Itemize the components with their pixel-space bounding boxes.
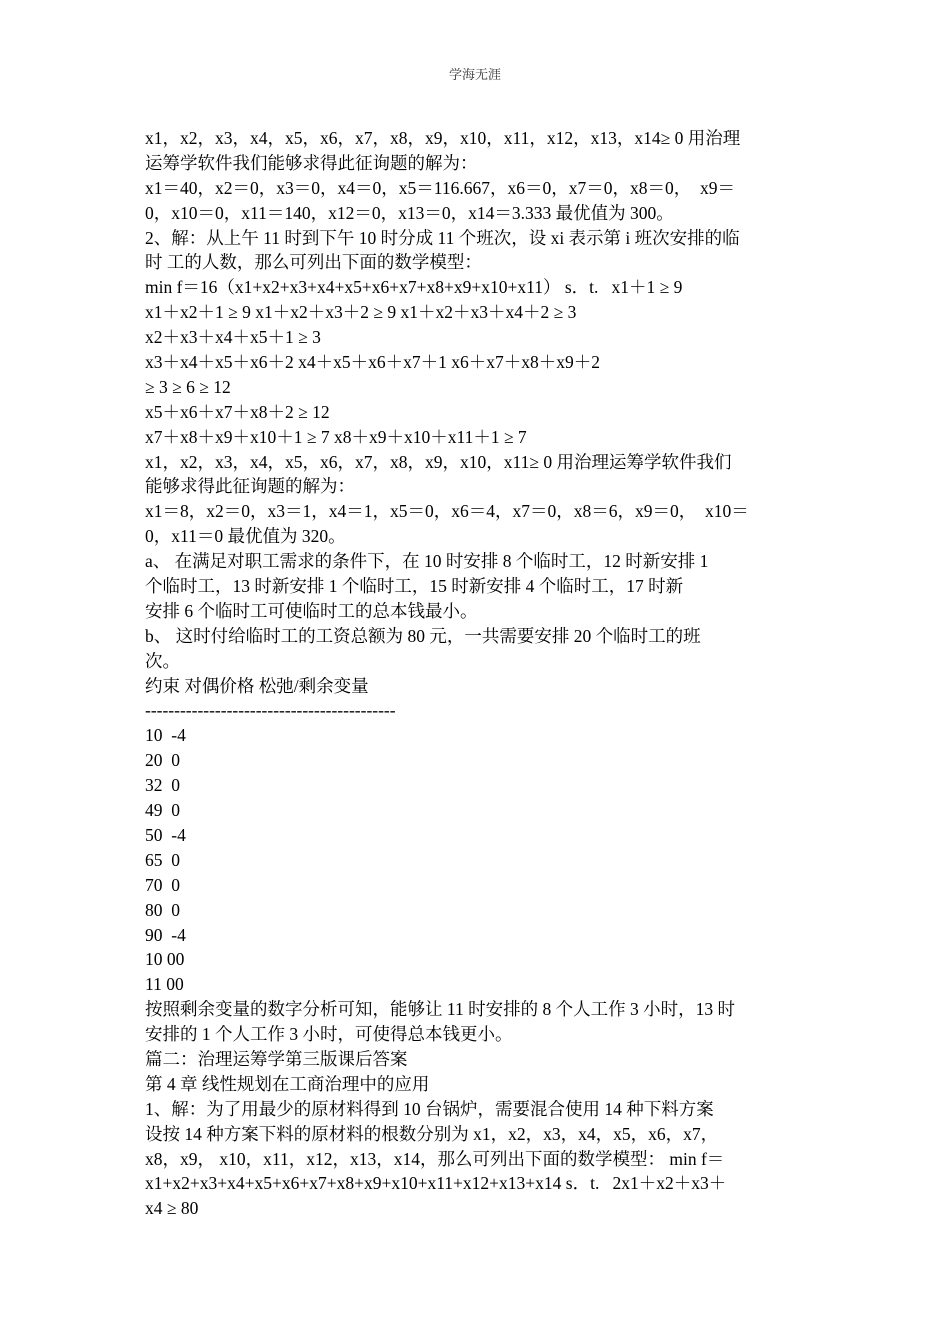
text-line: x1，x2，x3，x4，x5，x6，x7，x8，x9，x10，x11，x12，x13，x14≥ 0 用治理 xyxy=(145,128,741,148)
table-row: 20 0 xyxy=(145,750,180,771)
text-line: x2＋x3＋x4＋x5＋1 ≥ 3 xyxy=(145,327,321,348)
text-line: x1＋x2＋1 ≥ 9 x1＋x2＋x3＋2 ≥ 9 x1＋x2＋x3＋x4＋2 ≥ 3 xyxy=(145,302,577,323)
text-line: 0，x11＝0 最优值为 320。 xyxy=(145,526,346,547)
text-line: 设按 14 种方案下料的原材料的根数分别为 x1，x2，x3，x4，x5，x6，x7， xyxy=(145,1123,719,1144)
table-row: 90 -4 xyxy=(145,924,186,945)
table-row: 80 0 xyxy=(145,899,180,920)
text-line: x1+x2+x3+x4+x5+x6+x7+x8+x9+x10+x11+x12+x13+x14 s．t. 2x1＋x2＋x3＋ xyxy=(145,1173,727,1194)
text-line: x8，x9， x10，x11，x12，x13，x14，那么可列出下面的数学模型： min f＝ xyxy=(145,1148,725,1169)
text-line: x3＋x4＋x5＋x6＋2 x4＋x5＋x6＋x7＋1 x6＋x7＋x8＋x9＋2 xyxy=(145,352,600,373)
document-body xyxy=(145,126,805,1221)
text-line: 能够求得此征询题的解为： xyxy=(145,476,355,497)
text-line: x7＋x8＋x9＋x10＋1 ≥ 7 x8＋x9＋x10＋x11＋1 ≥ 7 xyxy=(145,426,527,447)
table-header: 约束 对偶价格 松弛/剩余变量 xyxy=(145,675,369,696)
table-row: 10 -4 xyxy=(145,725,186,746)
text-line: x1＝40，x2＝0，x3＝0，x4＝0，x5＝116.667，x6＝0，x7＝0，x8＝0， x9＝ xyxy=(145,177,735,198)
text-line: 按照剩余变量的数字分析可知，能够让 11 时安排的 8 个人工作 3 小时，13 时 xyxy=(145,999,735,1020)
text-line: a、 在满足对职工需求的条件下，在 10 时安排 8 个临时工，12 时新安排 1 xyxy=(145,551,709,572)
table-divider: ------------------------------------------- xyxy=(145,700,396,721)
text-line: min f＝16（x1+x2+x3+x4+x5+x6+x7+x8+x9+x10+x11） s．t. x1＋1 ≥ 9 xyxy=(145,277,683,298)
table-row: 32 0 xyxy=(145,775,180,796)
table-row: 11 00 xyxy=(145,974,184,995)
table-row: 70 0 xyxy=(145,874,180,895)
table-row: 49 0 xyxy=(145,800,180,821)
chapter-title: 第 4 章 线性规划在工商治理中的应用 xyxy=(145,1073,430,1094)
table-row: 10 00 xyxy=(145,949,185,970)
table-row: 65 0 xyxy=(145,849,180,870)
text-line: 运筹学软件我们能够求得此征询题的解为： xyxy=(145,152,478,173)
table-row: 50 -4 xyxy=(145,824,186,845)
section-title: 篇二：治理运筹学第三版课后答案 xyxy=(145,1048,408,1069)
text-line: x4 ≥ 80 xyxy=(145,1198,199,1219)
text-line: 1、解：为了用最少的原材料得到 10 台锅炉，需要混合使用 14 种下料方案 xyxy=(145,1098,714,1119)
text-line: x5＋x6＋x7＋x8＋2 ≥ 12 xyxy=(145,401,330,422)
text-line: ≥ 3 ≥ 6 ≥ 12 xyxy=(145,376,231,397)
text-line: 次。 xyxy=(145,650,180,671)
text-line: b、 这时付给临时工的工资总额为 80 元，一共需要安排 20 个临时工的班 xyxy=(145,625,701,646)
text-line: 安排的 1 个人工作 3 小时，可使得总本钱更小。 xyxy=(145,1024,513,1045)
page-header: 学海无涯 xyxy=(448,67,501,82)
text-line: 时 工的人数，那么可列出下面的数学模型： xyxy=(145,252,482,273)
text-line: x1＝8，x2＝0，x3＝1，x4＝1，x5＝0，x6＝4，x7＝0，x8＝6，x9＝0， x10＝ xyxy=(145,501,749,522)
text-line: x1，x2，x3，x4，x5，x6，x7，x8，x9，x10，x11≥ 0 用治理运筹学软件我们 xyxy=(145,451,732,472)
text-line: 安排 6 个临时工可使临时工的总本钱最小。 xyxy=(145,600,478,621)
text-line: 0，x10＝0，x11＝140，x12＝0，x13＝0，x14＝3.333 最优值为 300。 xyxy=(145,202,674,223)
text-line: 2、解：从上午 11 时到下午 10 时分成 11 个班次，设 xi 表示第 i 班次安排的临 xyxy=(145,227,740,248)
text-line: 个临时工，13 时新安排 1 个临时工，15 时新安排 4 个临时工，17 时新 xyxy=(145,576,684,597)
